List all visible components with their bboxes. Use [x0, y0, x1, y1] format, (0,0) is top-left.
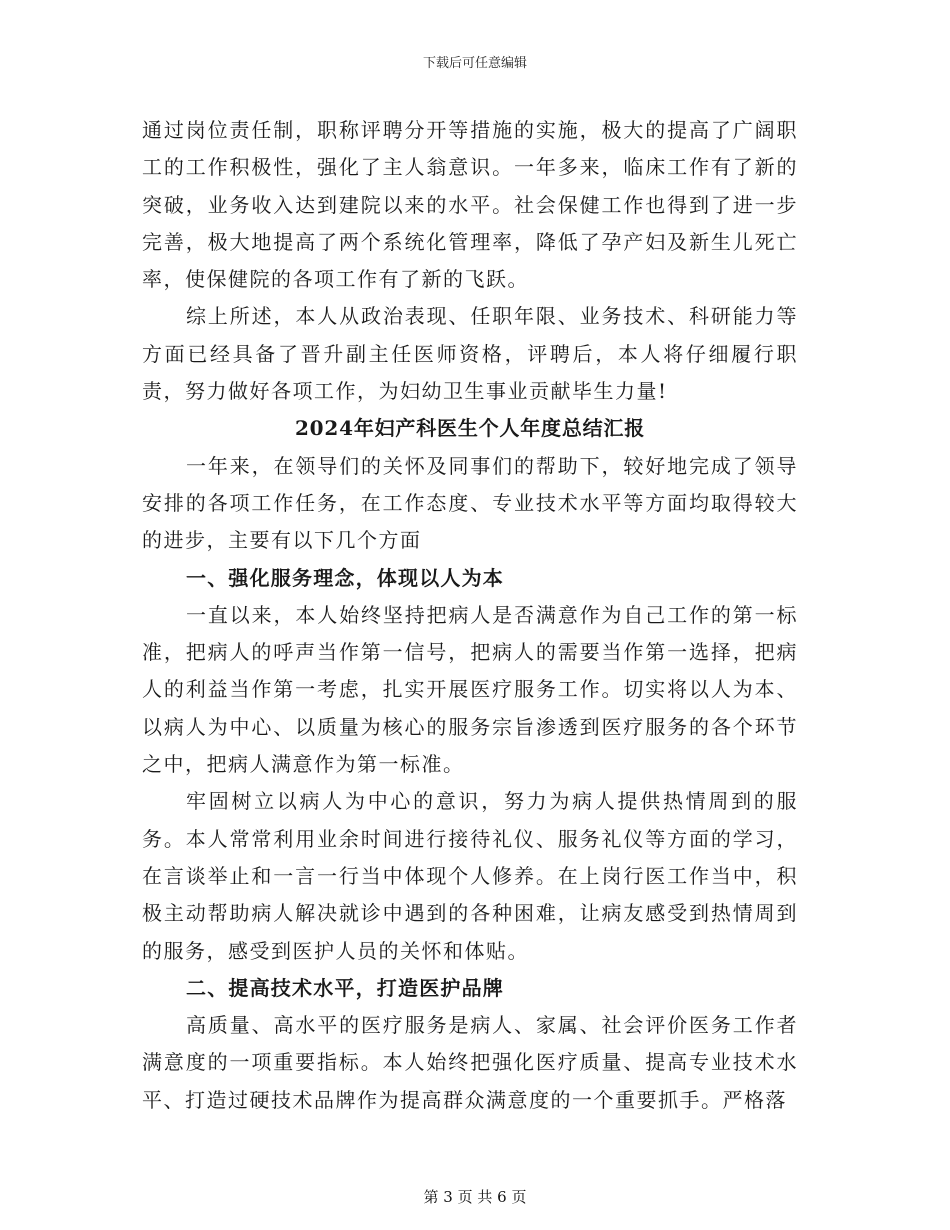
paragraph-2: 综上所述，本人从政治表现、任职年限、业务技术、科研能力等方面已经具备了晋升副主任医师资格，评聘后，本人将仔细履行职责，努力做好各项工作，为妇幼卫生事业贡献毕生力量!: [142, 304, 798, 404]
paragraph-1: 通过岗位责任制，职称评聘分开等措施的实施，极大的提高了广阔职工的工作积极性，强化了主人翁意识。一年多来，临床工作有了新的突破，业务收入达到建院以来的水平。社会保健工作也得到了进一步完善，极大地提高了两个系统化管理率，降低了孕产妇及新生儿死亡率，使保健院的各项工作有了新的飞跃。: [142, 118, 798, 292]
document-title: 2024年妇产科医生个人年度总结汇报: [294, 416, 646, 441]
paragraph-4: 一直以来，本人始终坚持把病人是否满意作为自己工作的第一标准，把病人的呼声当作第一信号，把病人的需要当作第一选择，把病人的利益当作第一考虑，扎实开展医疗服务工作。切实将以人为本、以病人为中心、以质量为核心的服务宗旨渗透到医疗服务的各个环节之中，把病人满意作为第一标准。: [142, 602, 798, 777]
paragraph-3: 一年来，在领导们的关怀及同事们的帮助下，较好地完成了领导安排的各项工作任务，在工作态度、专业技术水平等方面均取得较大的进步，主要有以下几个方面: [142, 453, 798, 553]
paragraph-5: 牢固树立以病人为中心的意识，努力为病人提供热情周到的服务。本人常常利用业余时间进行接待礼仪、服务礼仪等方面的学习，在言谈举止和一言一行当中体现个人修养。在上岗行医工作当中，积极主动帮助病人解决就诊中遇到的各种困难，让病友感受到热情周到的服务，感受到医护人员的关怀和体贴。: [142, 789, 798, 963]
page-header: 下载后可任意编辑: [422, 56, 527, 71]
paragraph-6: 高质量、高水平的医疗服务是病人、家属、社会评价医务工作者满意度的一项重要指标。本人始终把强化医疗质量、提高专业技术水平、打造过硬技术品牌作为提高群众满意度的一个重要抓手。严格落: [142, 1013, 798, 1112]
section-heading-2: 二、提高技术水平，打造医护品牌: [186, 975, 504, 1000]
document-body: [142, 112, 798, 1119]
section-heading-1: 一、强化服务理念，体现以人为本: [186, 565, 504, 590]
page-footer: 第 3 页 共 6 页: [423, 1188, 527, 1206]
